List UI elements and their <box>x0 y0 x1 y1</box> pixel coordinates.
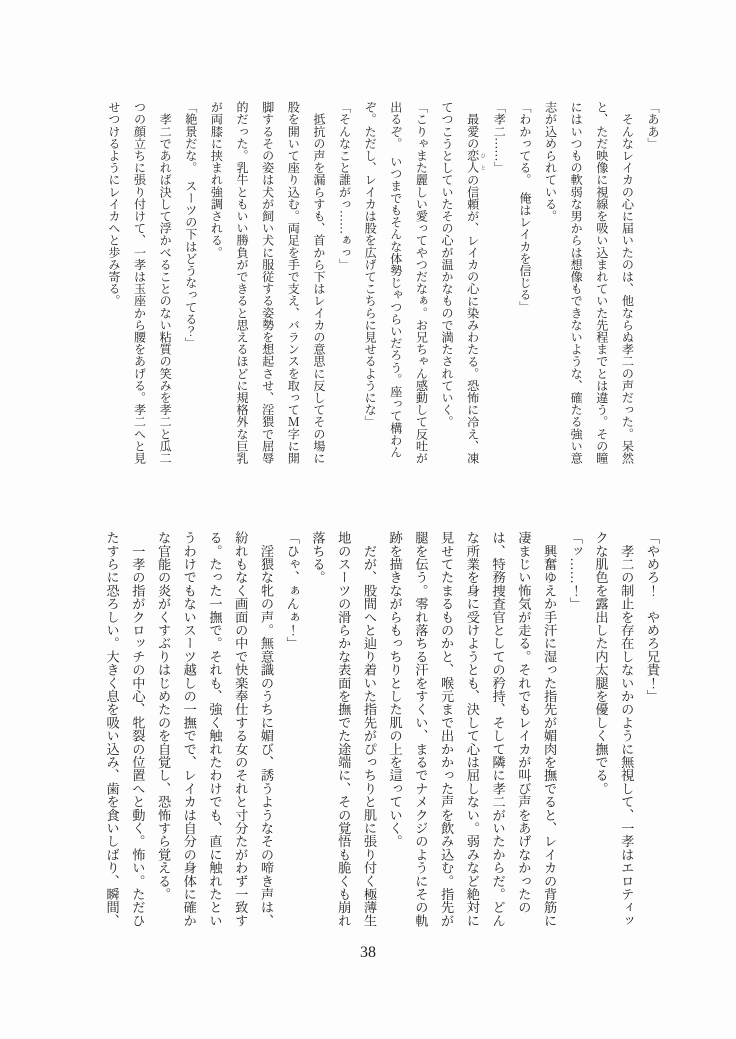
page-number: 38 <box>360 944 376 961</box>
paragraph: 最愛の恋人 ひとの信頼が、レイカの心に染みわたる。恐怖に冷え、凍てつこうとしていたその心が温かなもので満たされていく。 <box>440 101 486 465</box>
paragraph: そんなレイカの心に届いたのは、他ならぬ孝二の声だった。呆然と、ただ映像に視線を吸い込まれていた先程までとは違う。その瞳にはいつもの軟弱な男からは想像もできないような、確たる強い意志が込められている。 <box>543 101 635 464</box>
paragraph: 興奮ゆえか手汗に湿った指先が媚肉を撫でると、レイカの背筋に凄まじい怖気が走る。それでもレイカが叫び声をあげなかったのは、特務捜査官としての矜持、そして隣に孝二がいたからだ。どんな所業を身に受けようとも、決して心は屈しない。弱みなど絶対に見せてたまるものかと、喉元まで出かかった声を飲み込む。指先が腿を伝う。零れ落ちる汗をすくい、まるでナメクジのようにその軌跡を描きながらもっちりとした肌の上を這っていく。 <box>387 531 558 927</box>
paragraph: 「ひゃ、ぁんぁ！」 <box>284 531 300 650</box>
paragraph: 孝二の制止を存在しないかのように無視して、一孝はエロティックな肌色を露出した内太腿を優しく撫でる。 <box>593 531 635 927</box>
paragraph: 「そんなこと誰がっ……ぁっ」 <box>337 101 352 271</box>
upper-text-block <box>100 101 665 467</box>
paragraph: 淫猥な牝の声。無意識のうちに媚び、誘うようなその啼き声は、紛れもなく画面の中で快楽奉仕する女のそれと寸分たがわず一致する。たった一撫で。それも、強く触れたわけでも、直に触れたというわけでもないスーツ越しの一撫でで、レイカは自分の身体に確かな官能の炎がくすぶりはじめたのを自覚し、恐怖すら覚える。 <box>156 531 274 927</box>
paragraph: 「こりゃまた麗しい愛ってやつだなぁ。お兄ちゃん感動して反吐が出るぞ。 いつまでもそんな体勢じゃつらいだろう。座って構わんぞ。ただし、レイカは股を広げてこちらに見せるようにな」 <box>363 101 429 464</box>
paragraph: だが、股間へと辿り着いた指先がぴっちりと肌に張り付く極薄生地のスーツの滑らかな表面を撫でた途端に、その覚悟も脆くも崩れ落ちる。 <box>310 531 377 927</box>
paragraph: 孝二であれば決して浮かべることのない粘質の笑みを孝二と瓜二つの顔立ちに張り付けて、一孝は玉座から腰をあげる。孝二へと見せつけるようにレイカへと歩み寄る。 <box>106 101 173 464</box>
paragraph: 「やめろ！ やめろ兄貴！」 <box>645 531 660 703</box>
paragraph: 抵抗の声を漏らすも、首から下はレイカの意思に反してその場に股を開いて座り込む。両足を手で支え、バランスを取ってＭ字に開脚するその姿は犬が飼い犬に服従する姿勢を想起させ、淫猥で屈辱的だった。乳牛ともいい勝負ができると思えるほどに規格外な巨乳が両膝に挟まれ強調される。 <box>209 101 326 464</box>
paragraph: 「孝二……」 <box>492 101 507 174</box>
paragraph: 「ああ」 <box>646 101 660 150</box>
paragraph: 「わかってる。 俺はレイカを信じる」 <box>517 101 532 313</box>
paragraph: 「ッ……！」 <box>567 531 583 611</box>
ruby-annotated-word: 恋人 ひと <box>465 149 486 174</box>
lower-text-block <box>99 531 665 930</box>
paragraph: 一孝の指がクロッチの中心、牝裂の位置へと動く。怖い。ただひたすらに恐ろしい。大きく息を吸い込み、歯を食いしばり、瞬間、 <box>104 531 146 927</box>
paragraph: 「絶景だな。 スーツの下はどうなってる？」 <box>183 101 198 350</box>
